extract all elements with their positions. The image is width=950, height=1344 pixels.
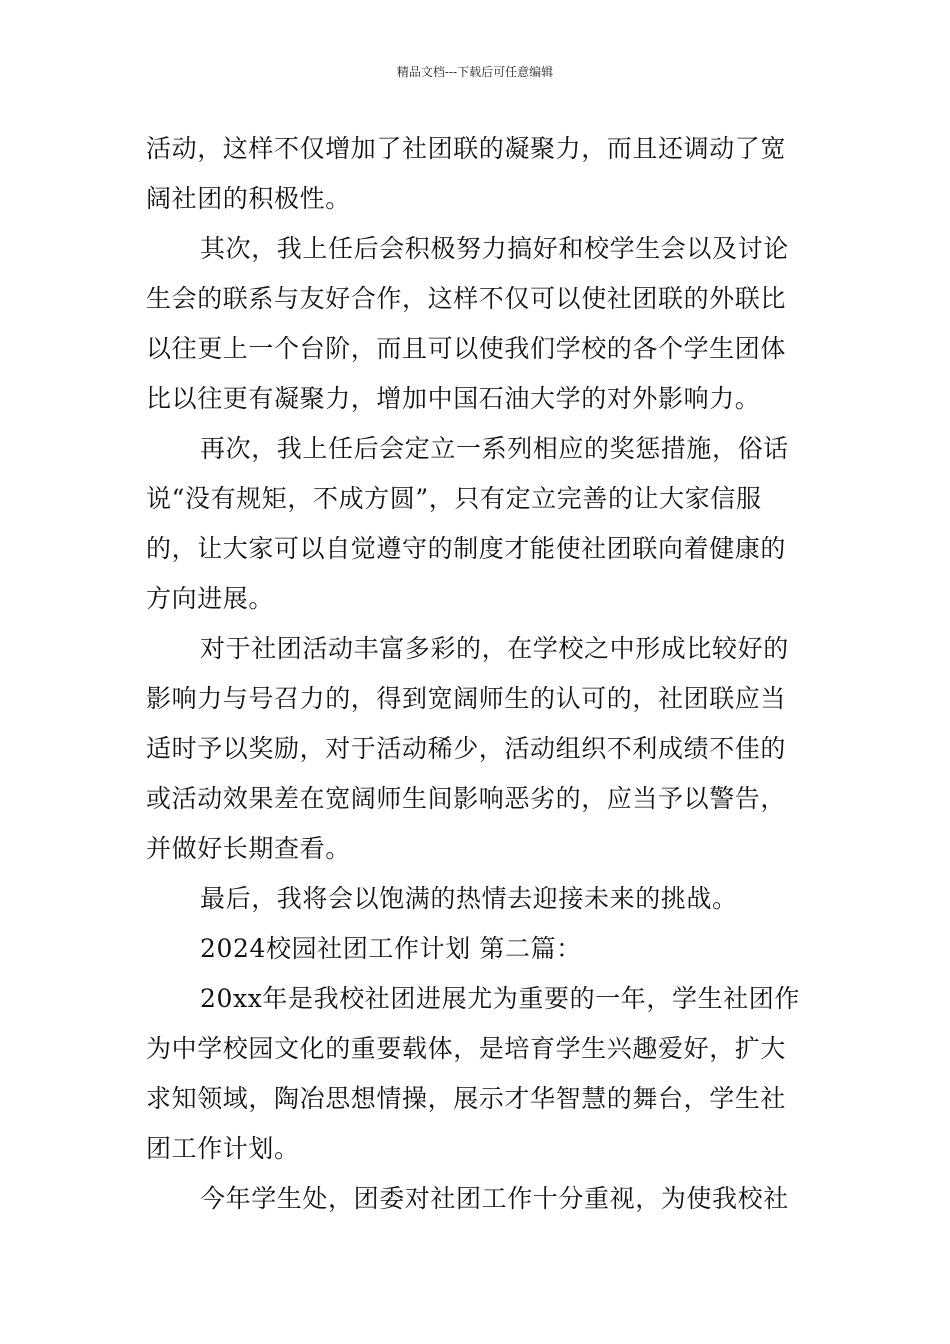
paragraph	[146, 924, 810, 974]
paragraph-line: 最后，我将会以饱满的热情去迎接未来的挑战。	[200, 884, 738, 913]
paragraph-line: 比以往更有凝聚力，增加中国石油大学的对外影响力。	[146, 384, 761, 413]
paragraph-line: 20xx年是我校社团进展尤为重要的一年，学生社团作	[200, 984, 801, 1013]
paragraph-line: 并做好长期查看。	[146, 834, 351, 863]
paragraph-line: 阔社团的积极性。	[146, 184, 351, 213]
paragraph-line: 求知领域，陶冶思想情操，展示才华智慧的舞台，学生社	[146, 1084, 787, 1113]
paragraph	[146, 1174, 810, 1224]
paragraph-line: 2024校园社团工作计划 第二篇：	[200, 934, 582, 963]
paragraph-line: 说“没有规矩，不成方圆”，只有定立完善的让大家信服	[146, 484, 762, 513]
paragraph	[146, 124, 810, 224]
paragraph	[146, 874, 810, 924]
paragraph-line: 或活动效果差在宽阔师生间影响恶劣的，应当予以警告，	[146, 784, 787, 813]
paragraph	[146, 974, 810, 1174]
page-header	[0, 64, 950, 80]
header-text: 精品文档---下载后可任意编辑	[396, 65, 554, 79]
paragraph-line: 今年学生处，团委对社团工作十分重视，为使我校社	[200, 1184, 789, 1213]
paragraph-line: 再次，我上任后会定立一系列相应的奖惩措施，俗话	[200, 434, 789, 463]
paragraph-line: 以往更上一个台阶，而且可以使我们学校的各个学生团体	[146, 334, 787, 363]
paragraph	[146, 224, 810, 424]
paragraph	[146, 624, 810, 874]
paragraph-line: 生会的联系与友好合作，这样不仅可以使社团联的外联比	[146, 284, 787, 313]
paragraph-line: 对于社团活动丰富多彩的，在学校之中形成比较好的	[200, 634, 789, 663]
paragraph-line: 团工作计划。	[146, 1134, 300, 1163]
paragraph-line: 影响力与号召力的，得到宽阔师生的认可的，社团联应当	[146, 684, 787, 713]
paragraph	[146, 424, 810, 624]
paragraph-line: 的，让大家可以自觉遵守的制度才能使社团联向着健康的	[146, 534, 787, 563]
paragraph-line: 其次，我上任后会积极努力搞好和校学生会以及讨论	[200, 234, 789, 263]
paragraph-line: 方向进展。	[146, 584, 275, 613]
document-body	[146, 124, 810, 1224]
paragraph-line: 适时予以奖励，对于活动稀少，活动组织不利成绩不佳的	[146, 734, 787, 763]
paragraph-line: 为中学校园文化的重要载体，是培育学生兴趣爱好，扩大	[146, 1034, 787, 1063]
paragraph-line: 活动，这样不仅增加了社团联的凝聚力，而且还调动了宽	[146, 134, 787, 163]
